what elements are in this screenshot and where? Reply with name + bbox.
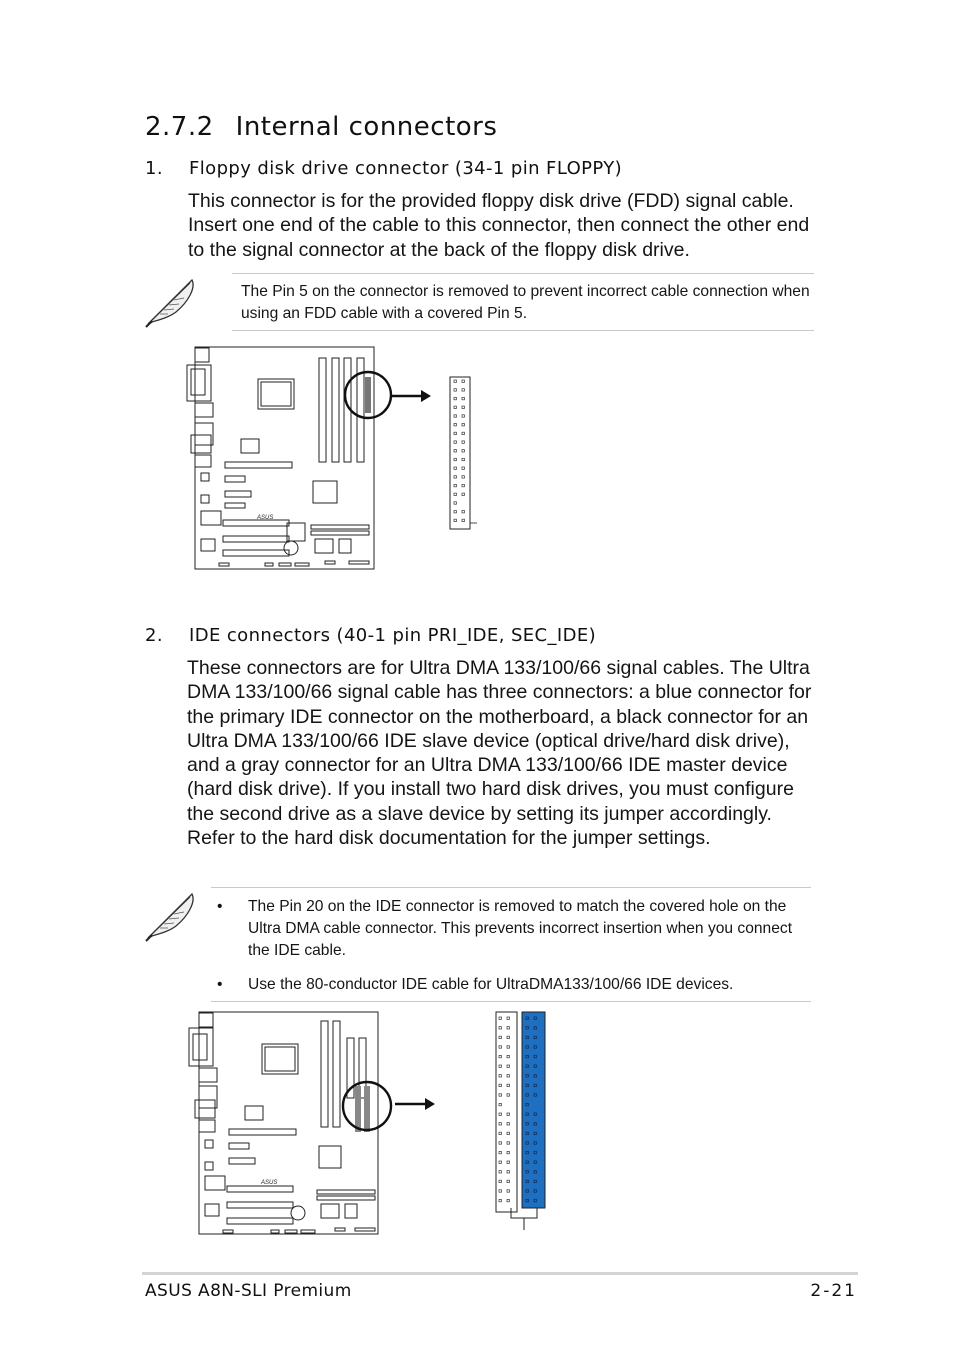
feather-quill-icon [142, 888, 202, 944]
footer-product: ASUS A8N-SLI Premium [145, 1281, 352, 1301]
item2-notes [211, 887, 811, 1002]
item1-body: This connector is for the provided floppy disk drive (FDD) signal cable. Insert one end of the cable to this connector, then connect the other end to the signal connector at the back of the floppy disk drive. [188, 190, 810, 261]
board-logo: ASUS [261, 1180, 278, 1186]
pri-ide-connector-location [364, 1086, 370, 1132]
item1-note [232, 273, 814, 331]
item2-heading [145, 625, 596, 646]
item2-note-list [211, 896, 811, 996]
item1-number: 1. [145, 158, 163, 179]
item2-body: These connectors are for Ultra DMA 133/100/66 signal cables. The Ultra DMA 133/100/66 signal cable has three connectors: a blue connector for the primary IDE connector on the motherboard, a black connector for an Ultra DMA 133/100/66 IDE slave device (optical drive/hard disk drive), and a gray connector for an Ultra DMA 133/100/66 IDE master device (hard disk drive). If you install two hard disk drives, you must configure the second drive as a slave device by setting its jumper accordingly. Refer to the hard disk documentation for the jumper settings. [187, 657, 812, 850]
item2-note-2: • Use the 80-conductor IDE cable for UltraDMA133/100/66 IDE devices. [211, 974, 811, 996]
ide-connector-pins [496, 1012, 545, 1230]
feather-quill-icon [142, 274, 202, 330]
section-number: 2.7.2 [145, 112, 214, 142]
item1-title: Floppy disk drive connector (34-1 pin FLOPPY) [189, 158, 623, 179]
section-heading [145, 112, 497, 142]
item2-note-1: • The Pin 20 on the IDE connector is removed to match the covered hole on the Ultra DMA cable connector. This prevents incorrect insertion when you connect the IDE cable. [211, 896, 811, 962]
floppy-location-diagram [185, 343, 485, 575]
ide-location-diagram [185, 1008, 555, 1242]
footer-rule [142, 1272, 858, 1275]
sec-ide-connector-location [355, 1086, 361, 1132]
footer-page-number: 2-21 [810, 1281, 857, 1301]
pri-ide-connector [522, 1012, 545, 1208]
floppy-connector-pins [450, 377, 477, 529]
floppy-connector-location [365, 377, 371, 413]
item2-number: 2. [145, 625, 163, 646]
item1-note-text: The Pin 5 on the connector is removed to prevent incorrect cable connection when using an FDD cable with a covered Pin 5. [241, 283, 810, 322]
section-title: Internal connectors [235, 112, 498, 142]
board-logo: ASUS [257, 515, 274, 521]
item1-heading [145, 158, 622, 179]
item2-title: IDE connectors (40-1 pin PRI_IDE, SEC_IDE) [189, 625, 597, 646]
